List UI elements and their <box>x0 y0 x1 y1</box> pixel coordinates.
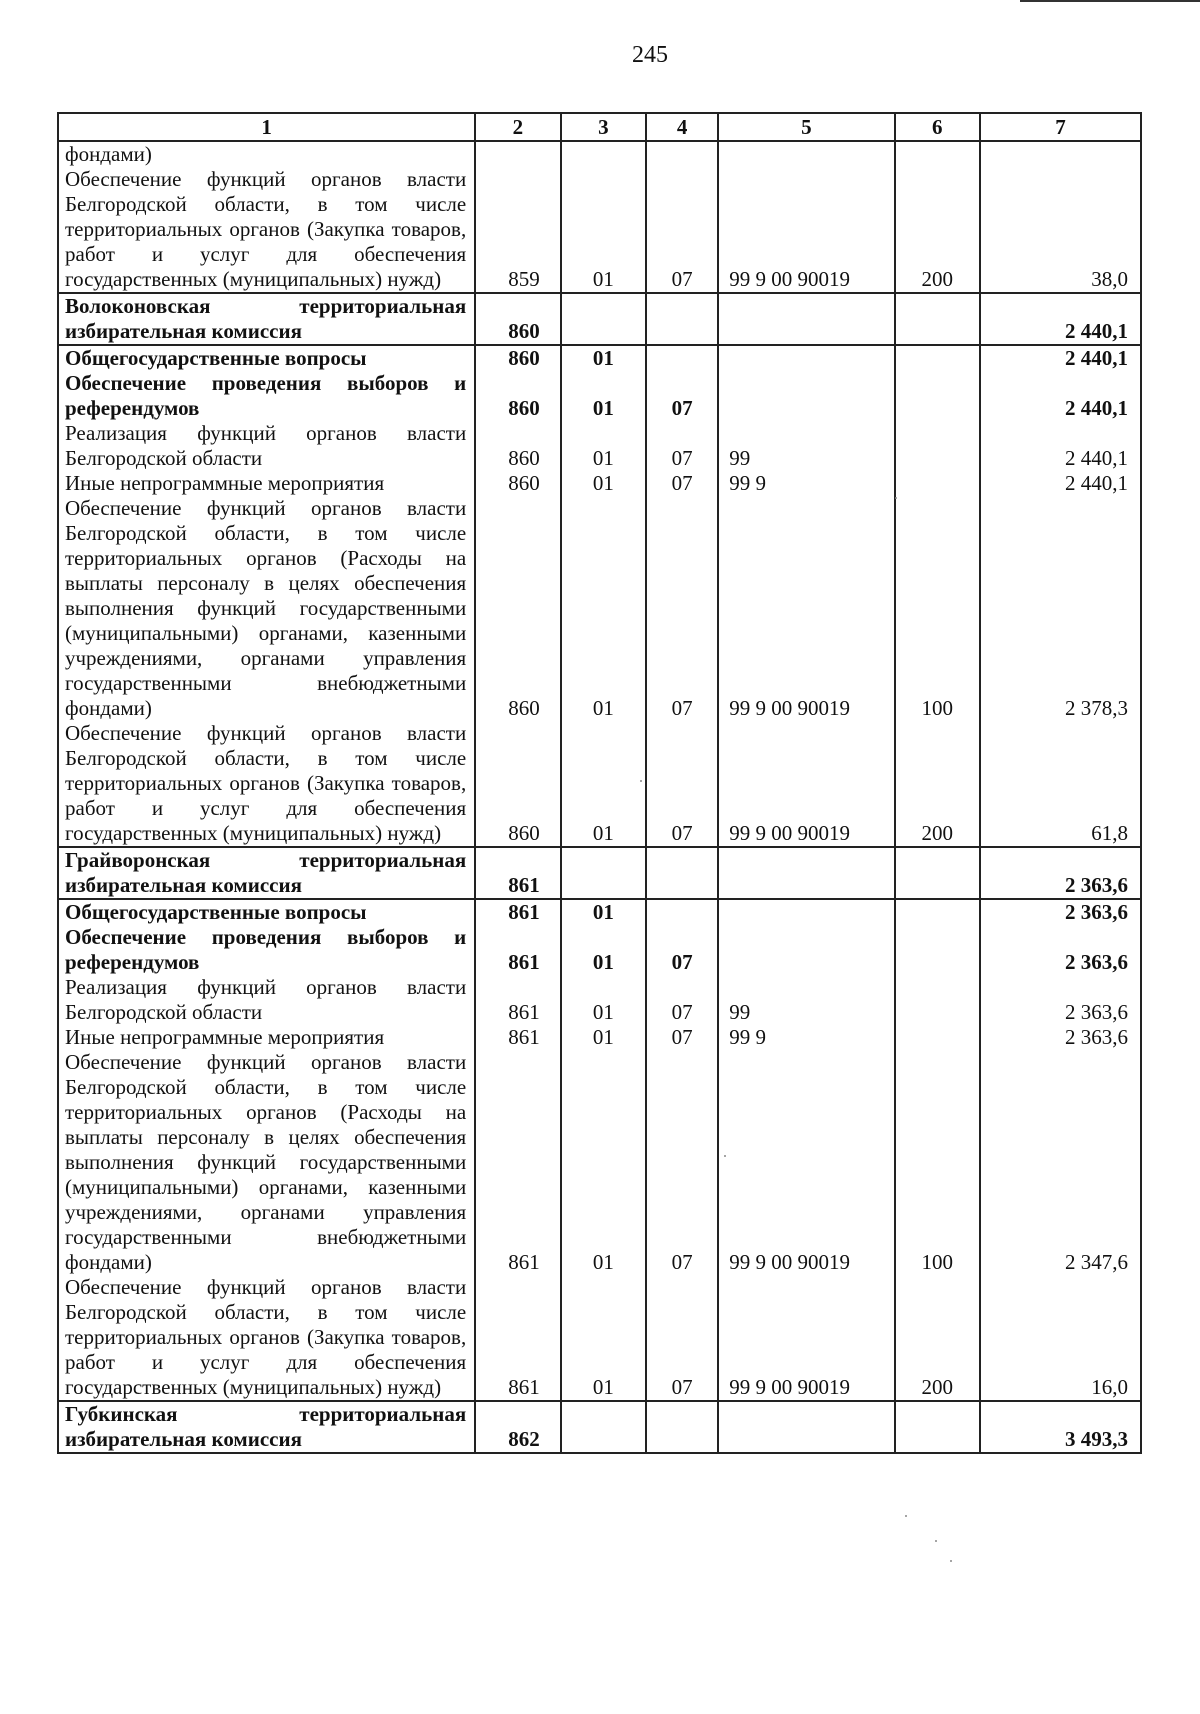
row-ministry-code: 861 <box>475 1275 560 1401</box>
row-amount: 2 440,1 <box>980 471 1141 496</box>
row-ministry-code: 860 <box>475 496 560 721</box>
row-expense-type: 100 <box>895 496 980 721</box>
table-row <box>58 496 1141 721</box>
row-section-code: 01 <box>561 471 646 496</box>
table-row <box>58 371 1141 421</box>
row-amount: 61,8 <box>980 721 1141 847</box>
row-section-code: 01 <box>561 1050 646 1275</box>
row-ministry-code: 861 <box>475 975 560 1025</box>
table-body <box>58 141 1141 1453</box>
column-header: 4 <box>646 113 718 141</box>
row-expense-type <box>895 1025 980 1050</box>
row-target-article <box>718 371 894 421</box>
row-subsection-code <box>646 1401 718 1453</box>
row-description: Иные непрограммные мероприятия <box>58 471 475 496</box>
row-description: Обеспечение проведения выборов и референдумов <box>58 925 475 975</box>
row-section-code: 01 <box>561 345 646 371</box>
row-expense-type: 200 <box>895 721 980 847</box>
table-row <box>58 421 1141 471</box>
table-row <box>58 293 1141 345</box>
top-edge-rule <box>1020 0 1200 2</box>
scan-speck <box>905 1515 907 1517</box>
row-subsection-code: 07 <box>646 1050 718 1275</box>
row-section-code: 01 <box>561 1025 646 1050</box>
row-expense-type <box>895 471 980 496</box>
table-row <box>58 345 1141 371</box>
row-target-article <box>718 899 894 925</box>
row-subsection-code <box>646 847 718 899</box>
header-row <box>58 113 1141 141</box>
row-expense-type <box>895 1401 980 1453</box>
row-amount: 2 347,6 <box>980 1050 1141 1275</box>
row-description: Губкинская территориальная избирательная комиссия <box>58 1401 475 1453</box>
row-expense-type <box>895 975 980 1025</box>
row-expense-type <box>895 847 980 899</box>
row-section-code: 01 <box>561 925 646 975</box>
row-expense-type <box>895 421 980 471</box>
table-row <box>58 975 1141 1025</box>
row-description: Обеспечение функций органов власти Белгородской области, в том числе территориальных органов (Закупка товаров, работ и услуг для обеспечения государственных (муниципальных) нужд) <box>58 1275 475 1401</box>
row-ministry-code: 862 <box>475 1401 560 1453</box>
row-expense-type <box>895 141 980 167</box>
column-header: 5 <box>718 113 894 141</box>
row-subsection-code <box>646 141 718 167</box>
row-target-article <box>718 847 894 899</box>
row-amount: 38,0 <box>980 167 1141 293</box>
scan-speck <box>895 497 897 499</box>
row-amount: 2 440,1 <box>980 345 1141 371</box>
row-amount: 2 440,1 <box>980 421 1141 471</box>
row-subsection-code: 07 <box>646 925 718 975</box>
table-row <box>58 925 1141 975</box>
row-section-code <box>561 293 646 345</box>
row-target-article <box>718 1401 894 1453</box>
row-subsection-code: 07 <box>646 471 718 496</box>
row-amount: 2 363,6 <box>980 899 1141 925</box>
table-row <box>58 721 1141 847</box>
row-target-article <box>718 293 894 345</box>
row-expense-type: 200 <box>895 167 980 293</box>
row-target-article: 99 9 00 90019 <box>718 167 894 293</box>
row-section-code <box>561 141 646 167</box>
row-section-code: 01 <box>561 496 646 721</box>
row-expense-type <box>895 899 980 925</box>
row-ministry-code: 861 <box>475 847 560 899</box>
row-section-code: 01 <box>561 721 646 847</box>
row-subsection-code <box>646 345 718 371</box>
row-description: Обеспечение функций органов власти Белгородской области, в том числе территориальных органов (Закупка товаров, работ и услуг для обеспечения государственных (муниципальных) нужд) <box>58 721 475 847</box>
row-section-code: 01 <box>561 1275 646 1401</box>
row-description: Иные непрограммные мероприятия <box>58 1025 475 1050</box>
row-subsection-code: 07 <box>646 167 718 293</box>
row-description: Обеспечение функций органов власти Белгородской области, в том числе территориальных органов (Закупка товаров, работ и услуг для обеспечения государственных (муниципальных) нужд) <box>58 167 475 293</box>
row-section-code: 01 <box>561 975 646 1025</box>
budget-table <box>57 112 1142 1454</box>
scan-speck <box>724 1155 726 1157</box>
row-ministry-code: 861 <box>475 899 560 925</box>
row-description: Волоконовская территориальная избирательная комиссия <box>58 293 475 345</box>
row-target-article <box>718 141 894 167</box>
row-subsection-code: 07 <box>646 721 718 847</box>
row-ministry-code: 861 <box>475 1050 560 1275</box>
table-row <box>58 167 1141 293</box>
row-amount: 2 440,1 <box>980 371 1141 421</box>
row-expense-type: 200 <box>895 1275 980 1401</box>
row-expense-type <box>895 371 980 421</box>
row-subsection-code <box>646 293 718 345</box>
table-row <box>58 847 1141 899</box>
row-description: Грайворонская территориальная избирательная комиссия <box>58 847 475 899</box>
row-target-article: 99 9 <box>718 471 894 496</box>
row-subsection-code: 07 <box>646 1025 718 1050</box>
row-section-code: 01 <box>561 167 646 293</box>
page-number: 245 <box>632 42 668 68</box>
row-ministry-code: 860 <box>475 421 560 471</box>
row-description: Обеспечение функций органов власти Белгородской области, в том числе территориальных органов (Расходы на выплаты персоналу в целях обеспечения выполнения функций государственными (муниципальными) органами, казенными учреждениями, органами управления государственными внебюджетными фондами) <box>58 496 475 721</box>
scan-speck <box>640 780 642 782</box>
row-subsection-code: 07 <box>646 975 718 1025</box>
row-amount <box>980 141 1141 167</box>
row-target-article: 99 9 00 90019 <box>718 1050 894 1275</box>
row-amount: 3 493,3 <box>980 1401 1141 1453</box>
column-header: 7 <box>980 113 1141 141</box>
scan-speck <box>950 1560 952 1562</box>
row-subsection-code <box>646 899 718 925</box>
column-header: 2 <box>475 113 560 141</box>
row-subsection-code: 07 <box>646 371 718 421</box>
row-description: Реализация функций органов власти Белгородской области <box>58 975 475 1025</box>
row-amount: 2 363,6 <box>980 925 1141 975</box>
row-target-article: 99 9 00 90019 <box>718 1275 894 1401</box>
row-amount: 16,0 <box>980 1275 1141 1401</box>
row-ministry-code: 860 <box>475 345 560 371</box>
table-row <box>58 471 1141 496</box>
row-ministry-code: 861 <box>475 925 560 975</box>
row-subsection-code: 07 <box>646 421 718 471</box>
table-row <box>58 1025 1141 1050</box>
column-header: 6 <box>895 113 980 141</box>
row-target-article: 99 9 <box>718 1025 894 1050</box>
row-amount: 2 440,1 <box>980 293 1141 345</box>
scan-speck <box>935 1540 937 1542</box>
row-expense-type <box>895 345 980 371</box>
table-row <box>58 141 1141 167</box>
row-subsection-code: 07 <box>646 1275 718 1401</box>
row-description: Обеспечение функций органов власти Белгородской области, в том числе территориальных органов (Расходы на выплаты персоналу в целях обеспечения выполнения функций государственными (муниципальными) органами, казенными учреждениями, органами управления государственными внебюджетными фондами) <box>58 1050 475 1275</box>
row-target-article: 99 9 00 90019 <box>718 721 894 847</box>
row-section-code: 01 <box>561 421 646 471</box>
column-header: 1 <box>58 113 475 141</box>
row-ministry-code: 859 <box>475 167 560 293</box>
row-section-code <box>561 1401 646 1453</box>
row-ministry-code: 860 <box>475 371 560 421</box>
row-ministry-code <box>475 141 560 167</box>
row-target-article: 99 <box>718 421 894 471</box>
row-description: Общегосударственные вопросы <box>58 899 475 925</box>
row-section-code: 01 <box>561 899 646 925</box>
row-expense-type <box>895 293 980 345</box>
table-row <box>58 1401 1141 1453</box>
row-section-code <box>561 847 646 899</box>
row-description: фондами) <box>58 141 475 167</box>
table-row <box>58 1275 1141 1401</box>
row-target-article <box>718 925 894 975</box>
row-description: Общегосударственные вопросы <box>58 345 475 371</box>
row-description: Реализация функций органов власти Белгородской области <box>58 421 475 471</box>
row-target-article <box>718 345 894 371</box>
row-ministry-code: 860 <box>475 721 560 847</box>
row-description: Обеспечение проведения выборов и референдумов <box>58 371 475 421</box>
row-target-article: 99 9 00 90019 <box>718 496 894 721</box>
row-amount: 2 363,6 <box>980 975 1141 1025</box>
row-amount: 2 363,6 <box>980 1025 1141 1050</box>
row-section-code: 01 <box>561 371 646 421</box>
row-expense-type <box>895 925 980 975</box>
table-row <box>58 899 1141 925</box>
row-amount: 2 378,3 <box>980 496 1141 721</box>
row-target-article: 99 <box>718 975 894 1025</box>
row-amount: 2 363,6 <box>980 847 1141 899</box>
column-header: 3 <box>561 113 646 141</box>
row-expense-type: 100 <box>895 1050 980 1275</box>
table-row <box>58 1050 1141 1275</box>
row-ministry-code: 860 <box>475 293 560 345</box>
row-ministry-code: 860 <box>475 471 560 496</box>
row-ministry-code: 861 <box>475 1025 560 1050</box>
row-subsection-code: 07 <box>646 496 718 721</box>
